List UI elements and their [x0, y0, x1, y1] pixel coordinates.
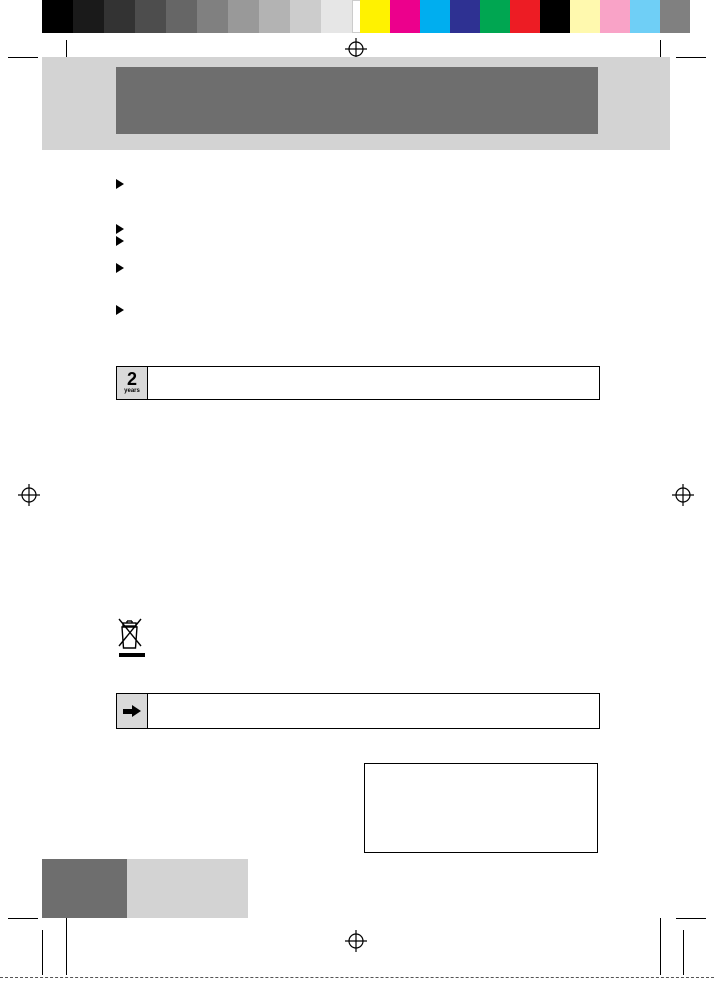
- arrow-head: [132, 705, 141, 717]
- two-years-warranty-icon: [117, 367, 148, 399]
- list-item: [116, 177, 132, 189]
- trim-dashed-line: [0, 977, 714, 978]
- gray-swatch: [73, 0, 104, 33]
- note-box: [116, 693, 600, 729]
- color-swatch: [600, 0, 630, 33]
- triangle-bullet-icon: [116, 263, 124, 273]
- warranty-years-unit: years: [124, 388, 140, 394]
- crop-mark-top-right-horizontal: [676, 57, 706, 58]
- list-item: [116, 222, 132, 234]
- color-swatch: [540, 0, 570, 33]
- crop-mark-fold-left: [42, 930, 43, 975]
- warranty-years-number: 2: [126, 369, 137, 389]
- color-swatch: [360, 0, 390, 33]
- crop-mark-fold-right: [683, 930, 684, 975]
- page-number: [42, 859, 127, 918]
- crop-mark-bottom-right-horizontal: [676, 918, 706, 919]
- list-item: [116, 261, 132, 273]
- gray-swatch: [228, 0, 259, 33]
- triangle-bullet-icon: [116, 236, 124, 246]
- triangle-bullet-icon: [116, 179, 124, 189]
- registration-mark-right: [672, 484, 694, 506]
- crop-mark-top-left-horizontal: [8, 57, 38, 58]
- weee-crossed-out-wheelie-bin-icon: [116, 618, 148, 660]
- crop-mark-fold-right-inner: [660, 930, 661, 975]
- warranty-note-box: [116, 366, 600, 400]
- gray-swatch: [290, 0, 321, 33]
- color-calibration-bar: [360, 0, 690, 33]
- color-swatch: [450, 0, 480, 33]
- list-item: [116, 303, 132, 315]
- color-swatch: [420, 0, 450, 33]
- page-title-block: [116, 67, 598, 134]
- color-swatch: [630, 0, 660, 33]
- gray-swatch: [135, 0, 166, 33]
- color-swatch: [570, 0, 600, 33]
- gray-swatch: [321, 0, 352, 33]
- crop-mark-fold-left-inner: [66, 930, 67, 975]
- arrow-right-glyph: [123, 705, 141, 718]
- triangle-bullet-icon: [116, 224, 124, 234]
- gray-swatch: [42, 0, 73, 33]
- registration-mark-left: [18, 484, 40, 506]
- gray-swatch: [104, 0, 135, 33]
- color-swatch: [390, 0, 420, 33]
- footer-label: [135, 859, 245, 918]
- list-item: [116, 234, 132, 246]
- address-box: [364, 763, 598, 853]
- color-swatch: [510, 0, 540, 33]
- warranty-note-text: [148, 367, 599, 399]
- gray-swatch: [259, 0, 290, 33]
- triangle-bullet-icon: [116, 305, 124, 315]
- color-swatch: [480, 0, 510, 33]
- arrow-right-icon: [117, 694, 148, 728]
- gray-swatch: [166, 0, 197, 33]
- crop-mark-bottom-left-horizontal: [8, 918, 38, 919]
- note-text: [148, 694, 599, 728]
- color-swatch: [660, 0, 690, 33]
- registration-mark-bottom: [345, 930, 367, 952]
- grayscale-calibration-bar: [42, 0, 383, 33]
- gray-swatch: [197, 0, 228, 33]
